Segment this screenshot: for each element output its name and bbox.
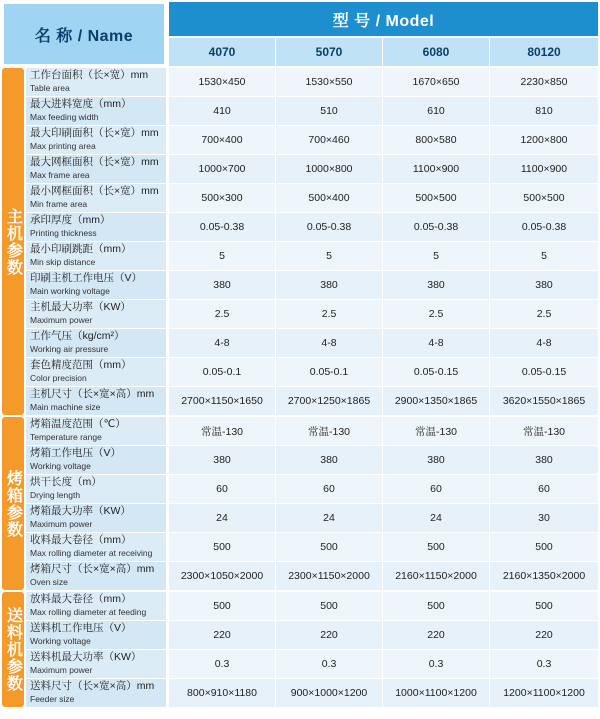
table-row [26, 271, 598, 299]
parameter-cell [26, 97, 166, 125]
parameter-name-zh: 烤箱温度范围（℃） [30, 418, 126, 430]
parameter-cell [26, 126, 166, 154]
parameter-cell [26, 562, 166, 590]
value-cell-6080: 220 [383, 621, 489, 649]
model-header: 型 号 / Model [169, 2, 598, 36]
parameter-name-zh: 烤箱工作电压（V） [30, 447, 122, 459]
table-row [26, 621, 598, 649]
value-cell-5070: 700×460 [276, 126, 382, 154]
value-cell-5070: 1530×550 [276, 68, 382, 96]
value-cell-4070: 4-8 [169, 329, 275, 357]
value-cell-80120: 500×500 [490, 184, 598, 212]
value-cell-5070: 60 [276, 475, 382, 503]
parameter-name-en: Max feeding width [30, 112, 99, 122]
parameter-name-zh: 承印厚度（mm） [30, 214, 111, 226]
table-row [26, 329, 598, 357]
value-cell-5070: 2700×1250×1865 [276, 387, 382, 415]
value-cell-6080: 常温-130 [383, 417, 489, 445]
parameter-name-zh: 最大印刷面积（长×宽）mm [30, 127, 159, 139]
value-cell-80120: 0.05-0.38 [490, 213, 598, 241]
value-cell-6080: 380 [383, 271, 489, 299]
value-cell-5070: 24 [276, 504, 382, 532]
value-cell-5070: 5 [276, 242, 382, 270]
value-cell-6080: 0.05-0.38 [383, 213, 489, 241]
value-cell-5070: 500×400 [276, 184, 382, 212]
parameter-name-en: Printing thickness [30, 228, 97, 238]
value-cell-4070: 220 [169, 621, 275, 649]
table-row [26, 650, 598, 678]
value-cell-4070: 800×910×1180 [169, 679, 275, 707]
value-cell-6080: 24 [383, 504, 489, 532]
value-cell-80120: 4-8 [490, 329, 598, 357]
parameter-name-zh: 送料机工作电压（V） [30, 622, 132, 634]
value-cell-5070: 常温-130 [276, 417, 382, 445]
value-cell-6080: 0.3 [383, 650, 489, 678]
parameter-name-zh: 印刷主机工作电压（V） [30, 272, 143, 284]
value-cell-80120: 220 [490, 621, 598, 649]
parameter-name-en: Table area [30, 83, 70, 93]
parameter-name-zh: 烘干长度（m） [30, 476, 102, 488]
parameter-cell [26, 213, 166, 241]
table-row [26, 213, 598, 241]
table-row [26, 68, 598, 96]
table-row [26, 446, 598, 474]
value-cell-4070: 60 [169, 475, 275, 503]
value-cell-80120: 0.05-0.15 [490, 358, 598, 386]
table-row [26, 300, 598, 328]
parameter-name-zh: 主机最大功率（KW） [30, 301, 131, 313]
parameter-cell [26, 679, 166, 707]
value-cell-4070: 500 [169, 533, 275, 561]
parameter-cell [26, 329, 166, 357]
value-cell-6080: 500×500 [383, 184, 489, 212]
table-row [26, 155, 598, 183]
table-row [26, 679, 598, 707]
parameter-name-en: Maximum power [30, 519, 93, 529]
value-cell-4070: 500×300 [169, 184, 275, 212]
parameter-name-en: Main machine size [30, 402, 101, 412]
parameter-name-en: Feeder size [30, 694, 75, 704]
parameter-name-zh: 送料机最大功率（KW） [30, 651, 142, 663]
value-cell-6080: 380 [383, 446, 489, 474]
value-cell-80120: 1200×1100×1200 [490, 679, 598, 707]
value-cell-4070: 0.05-0.1 [169, 358, 275, 386]
value-cell-80120: 500 [490, 592, 598, 620]
table-row [26, 533, 598, 561]
value-cell-6080: 500 [383, 533, 489, 561]
parameter-cell [26, 504, 166, 532]
value-cell-4070: 24 [169, 504, 275, 532]
value-cell-5070: 500 [276, 533, 382, 561]
value-cell-80120: 2230×850 [490, 68, 598, 96]
table-row [26, 592, 598, 620]
parameter-cell [26, 300, 166, 328]
value-cell-4070: 0.05-0.38 [169, 213, 275, 241]
value-cell-80120: 5 [490, 242, 598, 270]
table-row [26, 504, 598, 532]
section-tab [2, 592, 24, 707]
parameter-cell [26, 592, 166, 620]
parameter-name-en: Maximum power [30, 665, 93, 675]
model-4070-header: 4070 [169, 38, 275, 66]
value-cell-6080: 800×580 [383, 126, 489, 154]
value-cell-80120: 2160×1350×2000 [490, 562, 598, 590]
parameter-name-zh: 最小印刷跳距（mm） [30, 243, 132, 255]
table-row [26, 184, 598, 212]
value-cell-4070: 700×400 [169, 126, 275, 154]
name-header: 名 称 / Name [2, 2, 166, 66]
value-cell-80120: 60 [490, 475, 598, 503]
value-cell-4070: 常温-130 [169, 417, 275, 445]
section-tab [2, 68, 24, 415]
value-cell-80120: 1200×800 [490, 126, 598, 154]
value-cell-5070: 510 [276, 97, 382, 125]
table-row [26, 475, 598, 503]
parameter-name-en: Working voltage [30, 461, 91, 471]
value-cell-4070: 410 [169, 97, 275, 125]
parameter-name-zh: 工作台面积（长×宽）mm [30, 69, 149, 81]
value-cell-80120: 0.3 [490, 650, 598, 678]
parameter-name-zh: 工作气压（kg/cm²） [30, 330, 125, 342]
value-cell-80120: 810 [490, 97, 598, 125]
table-row [26, 562, 598, 590]
value-cell-80120: 常温-130 [490, 417, 598, 445]
parameter-cell [26, 155, 166, 183]
value-cell-6080: 60 [383, 475, 489, 503]
value-cell-80120: 2.5 [490, 300, 598, 328]
parameter-cell [26, 621, 166, 649]
value-cell-5070: 4-8 [276, 329, 382, 357]
parameter-name-zh: 主机尺寸（长×宽×高）mm [30, 388, 155, 400]
parameter-cell [26, 271, 166, 299]
parameter-cell [26, 650, 166, 678]
value-cell-5070: 1000×800 [276, 155, 382, 183]
value-cell-6080: 4-8 [383, 329, 489, 357]
value-cell-4070: 500 [169, 592, 275, 620]
value-cell-4070: 1000×700 [169, 155, 275, 183]
parameter-name-en: Drying length [30, 490, 81, 500]
parameter-name-zh: 套色精度范围（mm） [30, 359, 132, 371]
value-cell-6080: 500 [383, 592, 489, 620]
value-cell-80120: 30 [490, 504, 598, 532]
value-cell-4070: 380 [169, 271, 275, 299]
parameter-name-en: Oven size [30, 577, 68, 587]
value-cell-5070: 220 [276, 621, 382, 649]
value-cell-6080: 0.05-0.15 [383, 358, 489, 386]
value-cell-5070: 2300×1150×2000 [276, 562, 382, 590]
model-6080-header: 6080 [383, 38, 489, 66]
parameter-name-zh: 最大进料宽度（mm） [30, 98, 132, 110]
parameter-name-zh: 烤箱尺寸（长×宽×高）mm [30, 563, 155, 575]
table-row [26, 417, 598, 445]
value-cell-6080: 5 [383, 242, 489, 270]
model-80120-header: 80120 [490, 38, 598, 66]
parameter-cell [26, 446, 166, 474]
value-cell-6080: 2.5 [383, 300, 489, 328]
parameter-name-zh: 收料最大卷径（mm） [30, 534, 132, 546]
parameter-name-en: Working air pressure [30, 344, 109, 354]
value-cell-5070: 900×1000×1200 [276, 679, 382, 707]
value-cell-80120: 1100×900 [490, 155, 598, 183]
parameter-cell [26, 358, 166, 386]
parameter-cell [26, 184, 166, 212]
parameter-name-zh: 烤箱最大功率（KW） [30, 505, 131, 517]
value-cell-80120: 380 [490, 446, 598, 474]
table-row [26, 126, 598, 154]
parameter-name-en: Min skip distance [30, 257, 96, 267]
value-cell-4070: 0.3 [169, 650, 275, 678]
parameter-name-en: Max rolling diameter at feeding [30, 607, 147, 617]
parameter-name-en: Main working voltage [30, 286, 110, 296]
parameter-cell [26, 533, 166, 561]
parameter-name-en: Max frame area [30, 170, 90, 180]
value-cell-4070: 2.5 [169, 300, 275, 328]
parameter-name-zh: 放料最大卷径（mm） [30, 593, 132, 605]
value-cell-6080: 1100×900 [383, 155, 489, 183]
value-cell-80120: 3620×1550×1865 [490, 387, 598, 415]
value-cell-5070: 500 [276, 592, 382, 620]
table-row [26, 358, 598, 386]
parameter-name-zh: 最小网框面积（长×宽）mm [30, 185, 159, 197]
value-cell-6080: 1000×1100×1200 [383, 679, 489, 707]
parameter-name-en: Working voltage [30, 636, 91, 646]
table-row [26, 97, 598, 125]
section-label: 烤箱参数 [4, 469, 22, 538]
value-cell-4070: 5 [169, 242, 275, 270]
model-5070-header: 5070 [276, 38, 382, 66]
parameter-cell [26, 387, 166, 415]
parameter-name-en: Color precision [30, 373, 87, 383]
value-cell-80120: 380 [490, 271, 598, 299]
value-cell-5070: 380 [276, 271, 382, 299]
parameter-name-en: Maximum power [30, 315, 93, 325]
value-cell-6080: 1670×650 [383, 68, 489, 96]
value-cell-6080: 610 [383, 97, 489, 125]
value-cell-5070: 0.05-0.38 [276, 213, 382, 241]
parameter-cell [26, 242, 166, 270]
section-label: 送料机参数 [4, 607, 22, 692]
parameter-cell [26, 475, 166, 503]
parameter-name-en: Temperature range [30, 432, 102, 442]
parameter-cell [26, 68, 166, 96]
value-cell-6080: 2160×1150×2000 [383, 562, 489, 590]
value-cell-4070: 380 [169, 446, 275, 474]
table-row [26, 242, 598, 270]
value-cell-4070: 1530×450 [169, 68, 275, 96]
value-cell-6080: 2900×1350×1865 [383, 387, 489, 415]
parameter-cell [26, 417, 166, 445]
value-cell-5070: 380 [276, 446, 382, 474]
value-cell-4070: 2700×1150×1650 [169, 387, 275, 415]
value-cell-80120: 500 [490, 533, 598, 561]
section-label: 主机参数 [4, 207, 22, 276]
value-cell-5070: 2.5 [276, 300, 382, 328]
value-cell-5070: 0.3 [276, 650, 382, 678]
section-tab [2, 417, 24, 590]
parameter-name-en: Min frame area [30, 199, 88, 209]
value-cell-5070: 0.05-0.1 [276, 358, 382, 386]
table-row [26, 387, 598, 415]
value-cell-4070: 2300×1050×2000 [169, 562, 275, 590]
parameter-name-en: Max printing area [30, 141, 96, 151]
parameter-name-en: Max rolling diameter at receiving [30, 548, 153, 558]
parameter-name-zh: 送料尺寸（长×宽×高）mm [30, 680, 155, 692]
parameter-name-zh: 最大网框面积（长×宽）mm [30, 156, 159, 168]
